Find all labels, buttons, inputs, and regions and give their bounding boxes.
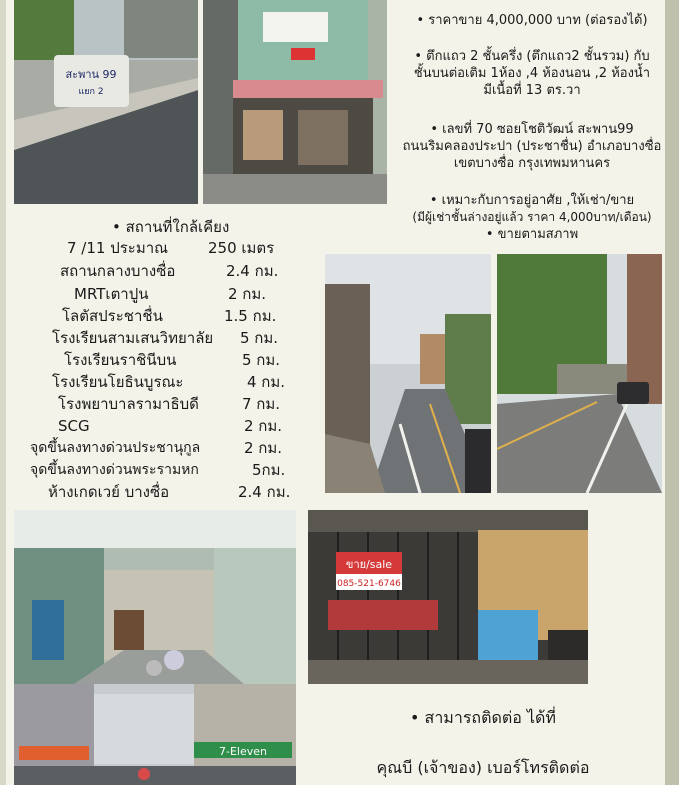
- nearby-name: โรงเรียนราชินีบน: [64, 351, 177, 369]
- photo-shophouse-front: [203, 0, 387, 204]
- phone-sign-text: 085-521-6746: [337, 579, 401, 589]
- suitable-1: • เหมาะกับการอยู่อาศัย ,ให้เช่า/ขาย: [392, 192, 672, 209]
- nearby-name: ห้างเกดเวย์ บางซื่อ: [48, 483, 170, 501]
- nearby-distance: 2.4 กม.: [226, 262, 279, 280]
- street-sign-text: สะพาน 99: [65, 68, 117, 81]
- nearby-name: MRTเตาปูน: [74, 285, 149, 303]
- photo-street-view-1: [325, 254, 491, 493]
- photo-storefront-sale: [308, 510, 588, 684]
- building-desc-2: ชั้นบนต่อเติม 1ห้อง ,4 ห้องนอน ,2 ห้องน้ำ: [413, 66, 651, 81]
- nearby-distance: 1.5 กม.: [224, 307, 277, 325]
- nearby-name: โรงเรียนโยธินบูรณะ: [52, 373, 184, 391]
- nearby-distance: 7 กม.: [242, 395, 281, 413]
- nearby-distance: 2 กม.: [244, 439, 283, 457]
- nearby-name: โรงพยาบาลรามาธิบดี: [58, 395, 199, 413]
- photo-street-view-2: [497, 254, 662, 493]
- photo-convenience-store: [14, 684, 296, 785]
- photo-interior: [14, 510, 296, 684]
- nearby-heading: • สถานที่ใกล้เคียง: [112, 217, 229, 237]
- page-border-right: [665, 0, 679, 785]
- nearby-distance: 250 เมตร: [208, 239, 275, 257]
- street-sign-subtext: แยก 2: [78, 87, 104, 97]
- page-border-left: [0, 0, 6, 785]
- nearby-name: จุดขึ้นลงทางด่วนพระรามหก: [30, 462, 199, 478]
- nearby-distance: 5กม.: [252, 461, 286, 479]
- sale-sign-text: ขาย/sale: [345, 558, 393, 571]
- nearby-name: จุดขึ้นลงทางด่วนประชานุกูล: [30, 440, 201, 456]
- nearby-distance: 2 กม.: [228, 285, 267, 303]
- suitable-2: (มีผู้เช่าชั้นล่างอยู่แล้ว ราคา 4,000บาท/เดือน): [412, 210, 652, 224]
- photo-street-sign: [14, 0, 198, 204]
- nearby-name: โลตัสประชาชื่น: [62, 307, 163, 325]
- nearby-name: สถานกลางบางซื่อ: [60, 262, 176, 280]
- nearby-name: 7 /11 ประมาณ: [67, 239, 169, 257]
- address-3: เขตบางซื่อ กรุงเทพมหานคร: [453, 156, 611, 171]
- nearby-name: SCG: [58, 417, 90, 435]
- nearby-distance: 5 กม.: [242, 351, 281, 369]
- building-desc-3: มีเนื้อที่ 13 ตร.วา: [483, 83, 581, 98]
- nearby-distance: 5 กม.: [240, 329, 279, 347]
- nearby-distance: 4 กม.: [247, 373, 286, 391]
- contact-heading: • สามารถติดต่อ ได้ที่: [308, 708, 658, 728]
- price-text: • ราคาขาย 4,000,000 บาท (ต่อรองได้): [392, 12, 672, 29]
- address-1: • เลขที่ 70 ซอยโชติวัฒน์ สะพาน99: [392, 121, 672, 138]
- nearby-distance: 2.4 กม.: [238, 483, 291, 501]
- address-2: ถนนริมคลองประปา (ประชาชื่น) อำเภอบางซื่อ: [402, 139, 662, 154]
- store-sign-text: 7-Eleven: [219, 745, 267, 758]
- nearby-distance: 2 กม.: [244, 417, 283, 435]
- sale-condition: • ขายตามสภาพ: [392, 226, 672, 243]
- building-desc-1: • ตึกแถว 2 ชั้นครึ่ง (ตึกแถว2 ชั้นรวม) กับ: [392, 48, 672, 65]
- nearby-name: โรงเรียนสามเสนวิทยาลัย: [52, 329, 214, 347]
- contact-owner: คุณบี (เจ้าของ) เบอร์โทรติดต่อ: [376, 758, 590, 777]
